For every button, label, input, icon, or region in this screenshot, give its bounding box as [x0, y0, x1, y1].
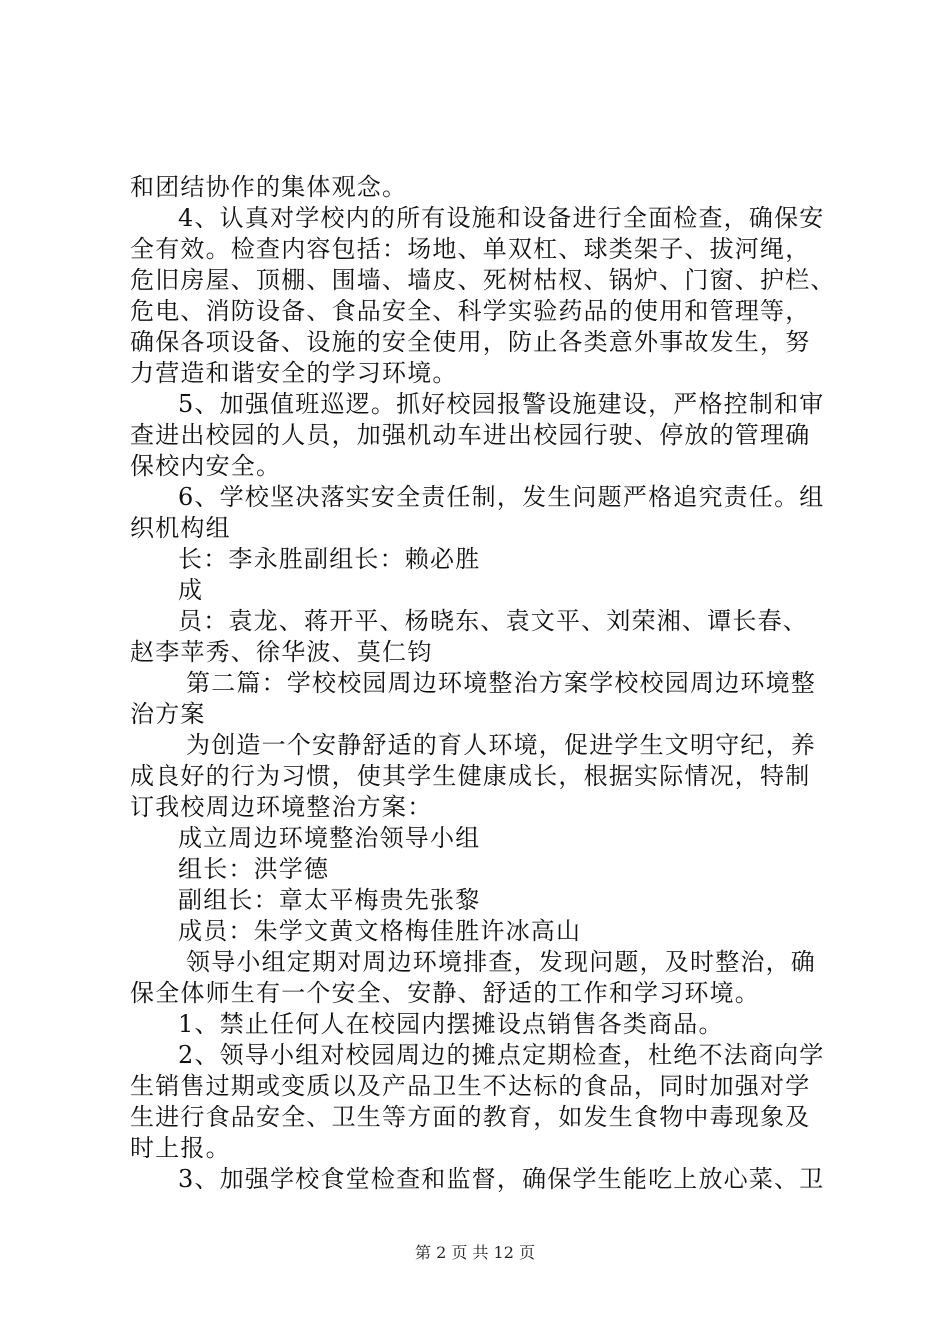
text-line: 危旧房屋、顶棚、围墙、墙皮、死树枯杈、锅炉、门窗、护栏、 [130, 266, 836, 294]
text-line: 副组长：章太平梅贵先张黎 [178, 886, 481, 914]
text-line: 2、领导小组对校园周边的摊点定期检查，杜绝不法商向学 [178, 1041, 825, 1069]
text-line: 查进出校园的人员，加强机动车进出校园行驶、停放的管理确 [130, 421, 811, 449]
text-line: 和团结协作的集体观念。 [130, 173, 408, 201]
text-line: 订我校周边环境整治方案： [130, 793, 433, 821]
text-line: 赵李苹秀、徐华波、莫仁钧 [130, 638, 433, 666]
text-line: 成 [178, 576, 204, 604]
page-number-footer: 第 2 页 共 12 页 [415, 1243, 535, 1262]
text-line: 保全体师生有一个安全、安静、舒适的工作和学习环境。 [130, 979, 760, 1007]
text-line: 织机构组 [130, 514, 231, 542]
text-line: 6、学校坚决落实安全责任制，发生问题严格追究责任。组 [178, 483, 825, 511]
text-line: 领导小组定期对周边环境排查，发现问题，及时整治，确 [186, 948, 816, 976]
text-line: 确保各项设备、设施的安全使用，防止各类意外事故发生，努 [130, 328, 811, 356]
section-heading: 治方案 [130, 700, 206, 728]
text-line: 成员：朱学文黄文格梅佳胜许冰高山 [178, 917, 582, 945]
text-line: 全有效。检查内容包括：场地、单双杠、球类架子、拔河绳， [130, 235, 811, 263]
text-line: 危电、消防设备、食品安全、科学实验药品的使用和管理等， [130, 297, 811, 325]
text-line: 为创造一个安静舒适的育人环境，促进学生文明守纪，养 [186, 731, 816, 759]
text-line: 组长：洪学德 [178, 855, 330, 883]
text-line: 生销售过期或变质以及产品卫生不达标的食品，同时加强对学 [130, 1072, 811, 1100]
text-line: 保校内安全。 [130, 452, 282, 480]
text-line: 5、加强值班巡逻。抓好校园报警设施建设，严格控制和审 [178, 390, 825, 418]
text-line: 长：李永胜副组长：赖必胜 [178, 545, 481, 573]
text-line: 1、禁止任何人在校园内摆摊设点销售各类商品。 [178, 1010, 724, 1038]
text-line: 成立周边环境整治领导小组 [178, 824, 481, 852]
text-line: 员：袁龙、蒋开平、杨晓东、袁文平、刘荣湘、谭长春、 [178, 607, 808, 635]
section-heading: 第二篇：学校校园周边环境整治方案学校校园周边环境整 [186, 669, 816, 697]
text-line: 4、认真对学校内的所有设施和设备进行全面检查，确保安 [178, 204, 825, 232]
text-line: 力营造和谐安全的学习环境。 [130, 359, 458, 387]
text-line: 3、加强学校食堂检查和监督，确保学生能吃上放心菜、卫 [178, 1165, 825, 1193]
text-line: 成良好的行为习惯，使其学生健康成长，根据实际情况，特制 [130, 762, 811, 790]
text-line: 生进行食品安全、卫生等方面的教育，如发生食物中毒现象及 [130, 1103, 811, 1131]
text-line: 时上报。 [130, 1134, 231, 1162]
